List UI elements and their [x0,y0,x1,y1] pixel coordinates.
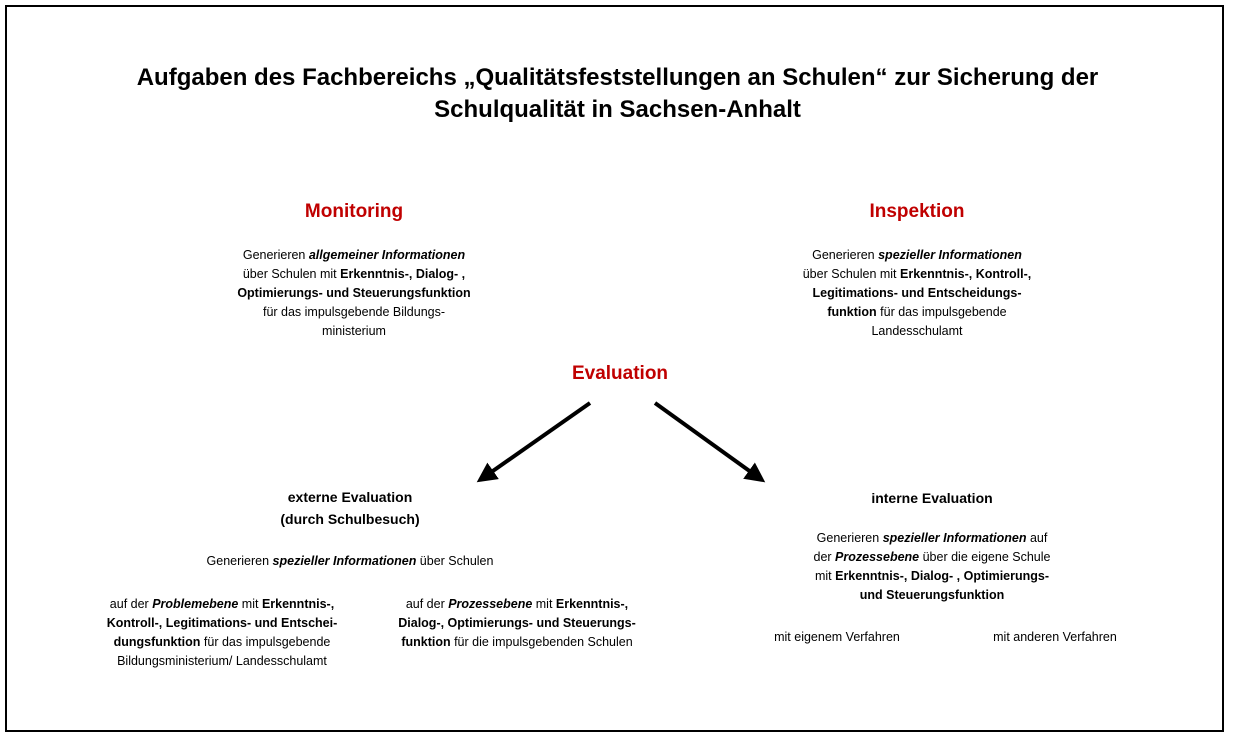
external-evaluation-heading: externe Evaluation (durch Schulbesuch) [280,489,420,527]
inspektion-description: Generieren spezieller Informationen über Schulen mit Erkenntnis-, Kontroll-, Legitimations- und Entscheidungs- funktion für das impulsgebende Landesschulamt [802,248,1032,338]
external-info: Generieren spezieller Informationen über Schulen [206,554,494,568]
title-line-2: Schulqualität in Sachsen-Anhalt [434,96,801,123]
internal-description: Generieren spezieller Informationen auf der Prozessebene über die eigene Schule mit Erkenntnis-, Dialog- , Optimierungs- und Steuerungsfunktion [813,531,1051,602]
internal-own-method: mit eigenem Verfahren [774,630,900,644]
monitoring-heading: Monitoring [304,201,404,222]
external-problem-level: auf der Problemebene mit Erkenntnis-, Kontroll-, Legitimations- und Entschei- dungsfunktion für das impulsgebende Bildungsministerium/ Landesschulamt [106,597,338,668]
inspektion-heading: Inspektion [869,201,965,222]
monitoring-description: Generieren allgemeiner Informationen über Schulen mit Erkenntnis-, Dialog- , Optimierungs- und Steuerungsfunktion für das impulsgebende Bildungs- ministerium [237,248,471,338]
arrow-to-external [480,403,590,480]
external-process-level: auf der Prozessebene mit Erkenntnis-, Dialog-, Optimierungs- und Steuerungs- funktion für die impulsgebenden Schulen [398,597,636,649]
arrow-to-internal [655,403,762,480]
evaluation-heading: Evaluation [571,363,669,384]
internal-other-method: mit anderen Verfahren [993,630,1117,644]
internal-evaluation-heading: interne Evaluation [871,490,993,506]
title-line-1: Aufgaben des Fachbereichs „Qualitätsfeststellungen an Schulen“ zur Sicherung der [136,64,1099,91]
